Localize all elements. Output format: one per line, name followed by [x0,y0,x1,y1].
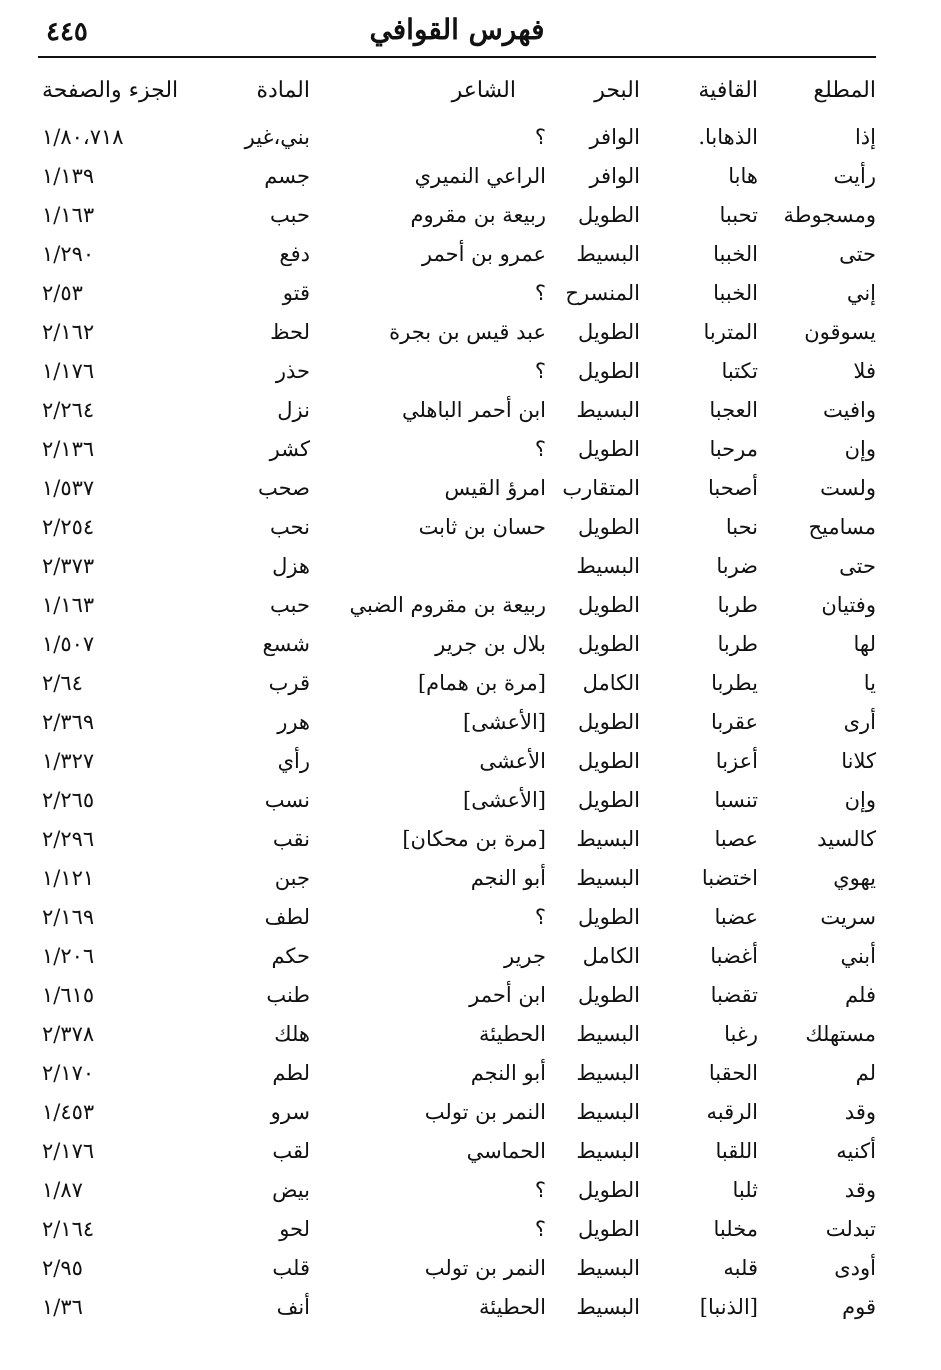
opening-cell: كالسيد [817,827,876,851]
rhyme-cell: الذهابا. [698,125,758,149]
reference-cell: ١/١٣٩ [42,164,95,188]
table-row [38,625,876,664]
reference-cell: ٢/٩٥ [42,1256,83,1280]
meter-cell: الكامل [582,671,640,695]
table-header-row [38,64,876,118]
opening-cell: حتى [839,554,876,578]
meter-cell: المنسرح [565,281,640,305]
root-cell: قرب [268,671,310,695]
reference-cell: ٢/٣٧٨ [42,1022,95,1046]
opening-cell: أبني [840,944,876,968]
rhyme-cell: نحبا [725,515,758,539]
poet-cell: عبد قيس بن بجرة [389,320,546,344]
root-cell: صحب [257,476,310,500]
table-row [38,742,876,781]
table-row [38,1288,876,1327]
reference-cell: ١/٢٩٠ [42,242,95,266]
table-row [38,1054,876,1093]
root-cell: نحب [269,515,310,539]
reference-cell: ٢/٢٦٤ [42,398,95,422]
column-header-root: المادة [256,78,310,103]
table-row [38,937,876,976]
opening-cell: يهوي [833,866,876,890]
reference-cell: ٢/٦٤ [42,671,83,695]
meter-cell: الكامل [582,944,640,968]
table-row [38,391,876,430]
table-row [38,430,876,469]
rhyme-cell: أغضبا [710,944,758,968]
reference-cell: ٢/٢٩٦ [42,827,95,851]
rhyme-cell: الحقبا [708,1061,758,1085]
meter-cell: الطويل [577,515,640,539]
meter-cell: الطويل [577,1217,640,1241]
table-row [38,118,876,157]
root-cell: حذر [275,359,310,383]
table-row [38,1249,876,1288]
poet-cell: ؟ [534,125,546,149]
meter-cell: الوافر [589,125,640,149]
reference-cell: ٢/١٦٩ [42,905,95,929]
poet-cell: عمرو بن أحمر [421,242,546,266]
rhyme-cell: عصبا [714,827,758,851]
reference-cell: ٢/١٧٠ [42,1061,95,1085]
meter-cell: البسيط [576,242,640,266]
page-header [38,6,876,54]
opening-cell: وقد [844,1100,876,1124]
opening-cell: يا [863,671,876,695]
rhyme-cell: الخببا [713,281,758,305]
opening-cell: وفتيان [821,593,876,617]
root-cell: دفع [279,242,310,266]
opening-cell: أكنيه [836,1139,876,1163]
opening-cell: إني [846,281,876,305]
rhyme-cell: هابا [728,164,758,188]
reference-cell: ١/٣٦ [42,1295,83,1319]
meter-cell: البسيط [576,398,640,422]
reference-cell: ٢/٢٥٤ [42,515,95,539]
opening-cell: لها [853,632,876,656]
root-cell: كشر [269,437,310,461]
poet-cell: حسان بن ثابت [418,515,546,539]
rhyme-cell: أصحبا [708,476,758,500]
opening-cell: قوم [842,1295,876,1319]
table-row [38,1210,876,1249]
rhyme-cell: عضبا [714,905,758,929]
opening-cell: حتى [839,242,876,266]
poet-cell: ابن أحمر الباهلي [401,398,546,422]
column-header-opening: المطلع [813,78,876,103]
rhyme-cell: طربا [717,593,758,617]
root-cell: لطم [272,1061,310,1085]
root-cell: جبن [274,866,310,890]
poet-cell: [الأعشى] [463,710,546,734]
opening-cell: لم [855,1061,876,1085]
table-row [38,859,876,898]
table-row [38,508,876,547]
meter-cell: الطويل [577,320,640,344]
root-cell: رأي [277,749,310,773]
root-cell: لقب [272,1139,310,1163]
meter-cell: البسيط [576,554,640,578]
table-row [38,703,876,742]
rhyme-cell: اللقبا [715,1139,758,1163]
root-cell: نزل [277,398,310,422]
root-cell: نقب [272,827,310,851]
meter-cell: الطويل [577,905,640,929]
poet-cell: جرير [504,944,546,968]
reference-cell: ١/١٢١ [42,866,95,890]
rhyme-cell: تحببا [719,203,758,227]
rhyme-cell: طربا [717,632,758,656]
opening-cell: وإن [844,437,876,461]
root-cell: قلب [272,1256,310,1280]
reference-cell: ٢/٥٣ [42,281,83,305]
table-body [38,118,876,1327]
root-cell: شسع [262,632,310,656]
poet-cell: ؟ [534,1217,546,1241]
rhyme-cell: ضربا [716,554,758,578]
rhyme-cell: تنسبا [714,788,758,812]
root-cell: حبب [270,593,310,617]
table-row [38,781,876,820]
column-header-rhyme: القافية [698,78,758,103]
meter-cell: الطويل [577,359,640,383]
root-cell: قتو [282,281,310,305]
rhyme-cell: العجبا [709,398,758,422]
meter-cell: الطويل [577,593,640,617]
table-row [38,352,876,391]
root-cell: هرر [277,710,310,734]
opening-cell: مستهلك [805,1022,876,1046]
opening-cell: فلا [853,359,876,383]
poet-cell: ؟ [534,905,546,929]
meter-cell: البسيط [576,866,640,890]
reference-cell: ١/٦١٥ [42,983,95,1007]
table-row [38,1015,876,1054]
rhyme-cell: [الذنبا] [699,1295,758,1319]
meter-cell: البسيط [576,1139,640,1163]
table-row [38,664,876,703]
table-row [38,274,876,313]
reference-cell: ١/٥٣٧ [42,476,95,500]
column-header-ref: الجزء والصفحة [42,78,179,103]
root-cell: سرو [270,1100,310,1124]
table-row [38,157,876,196]
root-cell: لحو [279,1217,310,1241]
rhyme-cell: مخلبا [713,1217,758,1241]
meter-cell: الطويل [577,788,640,812]
poet-cell: الحماسي [466,1139,546,1163]
meter-cell: الطويل [577,749,640,773]
opening-cell: أودى [834,1256,876,1280]
poet-cell: [مرة بن همام] [417,671,546,695]
meter-cell: البسيط [576,1061,640,1085]
rhyme-cell: مرحبا [709,437,758,461]
opening-cell: كلانا [841,749,876,773]
table-row [38,1093,876,1132]
reference-cell: ٢/١٦٢ [42,320,95,344]
column-header-meter: البحر [594,78,640,103]
reference-cell: ٢/١٧٦ [42,1139,95,1163]
rhyme-cell: تكتبا [721,359,758,383]
index-page [38,6,876,1346]
header-divider [38,56,876,58]
poet-cell: أبو النجم [470,866,546,890]
poet-cell: النمر بن تولب [424,1256,546,1280]
table-row [38,1171,876,1210]
rhyme-cell: عقربا [711,710,758,734]
poet-cell: ربيعة بن مقروم [410,203,546,227]
poet-cell: ؟ [534,281,546,305]
rhyme-cell: الرقبه [706,1100,758,1124]
meter-cell: البسيط [576,1100,640,1124]
root-cell: لطف [264,905,310,929]
reference-cell: ١/١٧٦ [42,359,95,383]
rhyme-cell: رغبا [724,1022,758,1046]
table-row [38,1132,876,1171]
table-row [38,547,876,586]
rhyme-cell: أعزبا [715,749,758,773]
poet-cell: النمر بن تولب [424,1100,546,1124]
root-cell: هلك [274,1022,310,1046]
opening-cell: إذا [854,125,876,149]
page-number: ٤٤٥ [46,17,88,47]
opening-cell: تبدلت [825,1217,876,1241]
reference-cell: ٢/٣٧٣ [42,554,95,578]
reference-cell: ١/٢٠٦ [42,944,95,968]
poet-cell: ؟ [534,359,546,383]
meter-cell: المتقارب [562,476,640,500]
poet-cell: الراعي النميري [414,164,546,188]
reference-cell: ٢/١٦٤ [42,1217,95,1241]
root-cell: بني،غير [244,125,310,149]
table-row [38,820,876,859]
poet-cell: ابن أحمر [469,983,546,1007]
opening-cell: أرى [843,710,876,734]
reference-cell: ١/٥٠٧ [42,632,95,656]
meter-cell: البسيط [576,1256,640,1280]
column-header-poet: الشاعر [451,78,516,103]
reference-cell: ١/١٦٣ [42,593,95,617]
rhyme-cell: تقضبا [710,983,758,1007]
poet-cell: أبو النجم [470,1061,546,1085]
rhyme-cell: المتربا [703,320,758,344]
opening-cell: سريت [820,905,876,929]
rhyme-cell: يطربا [711,671,758,695]
meter-cell: الطويل [577,203,640,227]
root-cell: جسم [264,164,310,188]
opening-cell: ومسجوطة [783,203,876,227]
opening-cell: فلم [845,983,876,1007]
poet-cell: [مرة بن محكان] [402,827,546,851]
opening-cell: وإن [844,788,876,812]
page-title: فهرس القوافي [369,13,545,46]
table-row [38,313,876,352]
root-cell: هزل [272,554,310,578]
opening-cell: وافيت [823,398,876,422]
root-cell: نسب [264,788,310,812]
reference-cell: ٢/٣٦٩ [42,710,95,734]
poet-cell: الحطيئة [479,1295,546,1319]
poet-cell: ربيعة بن مقروم الضبي [349,593,546,617]
meter-cell: البسيط [576,1022,640,1046]
opening-cell: ولست [820,476,876,500]
poet-cell: ؟ [534,437,546,461]
reference-cell: ١/٤٥٣ [42,1100,95,1124]
table-row [38,976,876,1015]
poet-cell: [الأعشى] [463,788,546,812]
opening-cell: مسامیح [808,515,876,539]
meter-cell: البسيط [576,1295,640,1319]
reference-cell: ١/٣٢٧ [42,749,95,773]
table-row [38,235,876,274]
reference-cell: ١/١٦٣ [42,203,95,227]
root-cell: طنب [266,983,310,1007]
rhyme-cell: ثلبا [732,1178,758,1202]
root-cell: لحظ [270,320,310,344]
root-cell: حبب [270,203,310,227]
reference-cell: ١/٨٠،٧١٨ [42,125,124,149]
root-cell: أنف [276,1295,310,1319]
meter-cell: الطويل [577,710,640,734]
opening-cell: وقد [844,1178,876,1202]
table-row [38,586,876,625]
rhyme-cell: الخببا [713,242,758,266]
reference-cell: ١/٨٧ [42,1178,83,1202]
poet-cell: الحطيئة [479,1022,546,1046]
opening-cell: رأيت [833,164,876,188]
reference-cell: ٢/١٣٦ [42,437,95,461]
poet-cell: امرؤ القيس [444,476,546,500]
table-row [38,898,876,937]
meter-cell: الطويل [577,437,640,461]
meter-cell: الطويل [577,983,640,1007]
meter-cell: الطويل [577,632,640,656]
meter-cell: البسيط [576,827,640,851]
root-cell: بيض [272,1178,310,1202]
opening-cell: يسوقون [804,320,876,344]
table-row [38,469,876,508]
meter-cell: الطويل [577,1178,640,1202]
rhyme-cell: قلبه [723,1256,758,1280]
rhyme-index-table [38,64,876,1327]
table-row [38,196,876,235]
rhyme-cell: اختضبا [701,866,758,890]
poet-cell: الأعشى [479,749,546,773]
poet-cell: ؟ [534,1178,546,1202]
meter-cell: الوافر [589,164,640,188]
reference-cell: ٢/٢٦٥ [42,788,95,812]
root-cell: حكم [271,944,310,968]
poet-cell: بلال بن جرير [435,632,546,656]
